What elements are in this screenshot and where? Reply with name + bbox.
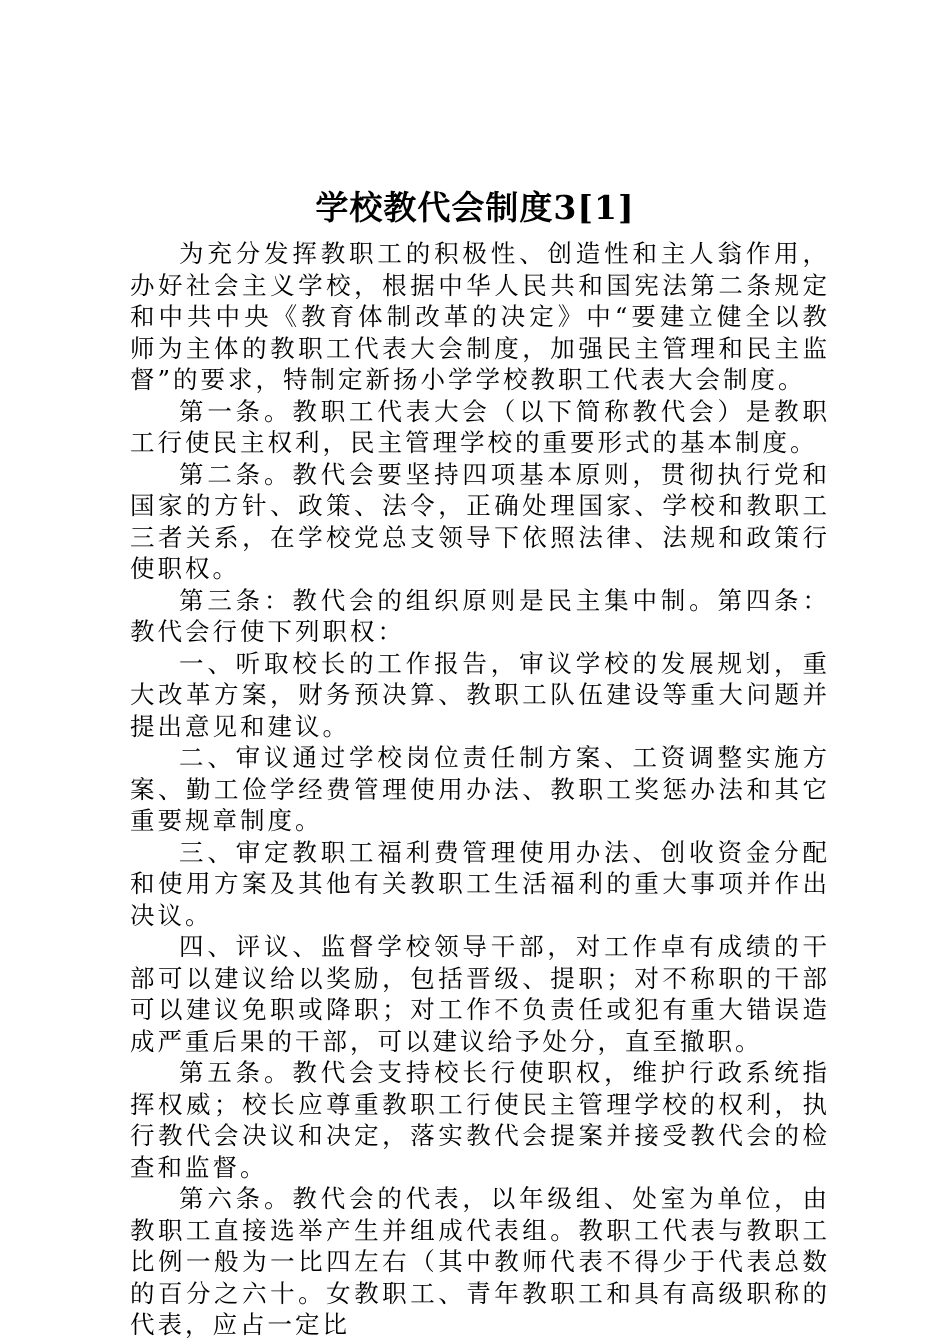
paragraph-item-2: 二、审议通过学校岗位责任制方案、工资调整实施方案、勤工俭学经费管理使用办法、教职工奖惩办法和其它重要规章制度。 bbox=[130, 743, 830, 835]
paragraph-article-1: 第一条。教职工代表大会（以下简称教代会）是教职工行使民主权利，民主管理学校的重要形式的基本制度。 bbox=[130, 396, 830, 457]
document-title: 学校教代会制度3[1] bbox=[315, 188, 635, 227]
paragraph-item-3: 三、审定教职工福利费管理使用办法、创收资金分配和使用方案及其他有关教职工生活福利的重大事项并作出决议。 bbox=[130, 837, 830, 930]
document-body bbox=[130, 238, 830, 1341]
paragraph-intro: 为充分发挥教职工的积极性、创造性和主人翁作用，办好社会主义学校，根据中华人民共和国宪法第二条规定和中共中央《教育体制改革的决定》中“要建立健全以教师为主体的教职工代表大会制度，加强民主管理和民主监督”的要求，特制定新扬小学学校教职工代表大会制度。 bbox=[130, 239, 830, 394]
paragraph-item-4: 四、评议、监督学校领导干部，对工作卓有成绩的干部可以建议给以奖励，包括晋级、提职；对不称职的干部可以建议免职或降职；对工作不负责任或犯有重大错误造成严重后果的干部，可以建议给予处分，直至撤职。 bbox=[130, 932, 830, 1056]
paragraph-article-3-4: 第三条：教代会的组织原则是民主集中制。第四条：教代会行使下列职权： bbox=[130, 585, 830, 646]
paragraph-article-5: 第五条。教代会支持校长行使职权，维护行政系统指挥权威；校长应尊重教职工行使民主管理学校的权利，执行教代会决议和决定，落实教代会提案并接受教代会的检查和监督。 bbox=[130, 1058, 830, 1182]
paragraph-article-6: 第六条。教代会的代表，以年级组、处室为单位，由教职工直接选举产生并组成代表组。教职工代表与教职工比例一般为一比四左右（其中教师代表不得少于代表总数的百分之六十。女教职工、青年教职工和具有高级职称的代表，应占一定比 bbox=[130, 1184, 830, 1339]
paragraph-item-1: 一、听取校长的工作报告，审议学校的发展规划，重大改革方案，财务预决算、教职工队伍建设等重大问题并提出意见和建议。 bbox=[130, 648, 830, 741]
paragraph-article-2: 第二条。教代会要坚持四项基本原则，贯彻执行党和国家的方针、政策、法令，正确处理国家、学校和教职工三者关系，在学校党总支领导下依照法律、法规和政策行使职权。 bbox=[130, 459, 830, 583]
